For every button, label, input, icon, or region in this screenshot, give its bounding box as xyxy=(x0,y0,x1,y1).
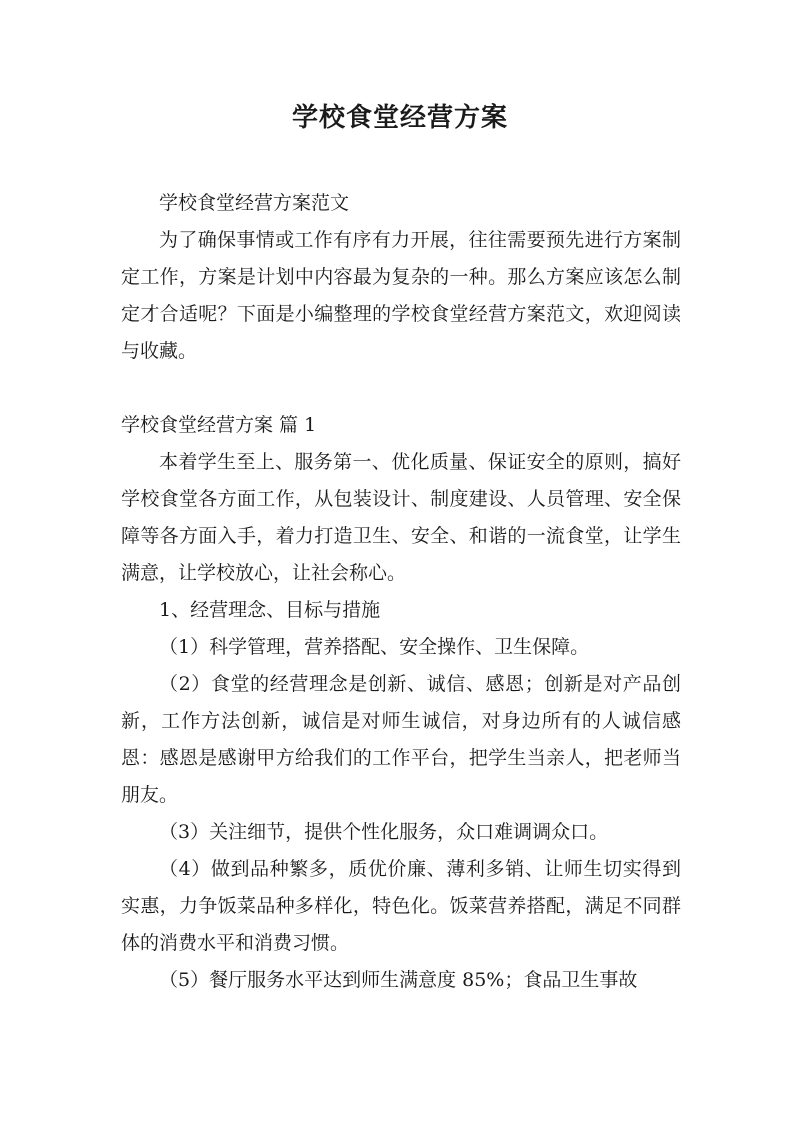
list-item-2: （2）食堂的经营理念是创新、诚信、感恩；创新是对产品创新，工作方法创新，诚信是对师生诚信，对身边所有的人诚信感恩：感恩是感谢甲方给我们的工作平台，把学生当亲人，把老师当朋友。 xyxy=(121,673,681,806)
paragraph-principle: 本着学生至上、服务第一、优化质量、保证安全的原则，搞好学校食堂各方面工作，从包装设计、制度建设、人员管理、安全保障等各方面入手，着力打造卫生、安全、和谐的一流食堂，让学生满意，让学校放心，让社会称心。 xyxy=(121,451,681,584)
list-item-1: （1）科学管理，营养搭配、安全操作、卫生保障。 xyxy=(159,636,590,658)
list-item-4: （4）做到品种繁多，质优价廉、薄利多销、让师生切实得到实惠，力争饭菜品种多样化，特色化。饭菜营养搭配，满足不同群体的消费水平和消费习惯。 xyxy=(121,858,681,954)
list-item-5: （5）餐厅服务水平达到师生满意度 85%；食品卫生事故 xyxy=(159,969,638,991)
document-body xyxy=(121,185,681,999)
paragraph-subtitle: 学校食堂经营方案范文 xyxy=(159,192,350,214)
blank-line xyxy=(121,370,681,407)
list-item-3: （3）关注细节，提供个性化服务，众口难调调众口。 xyxy=(159,821,609,843)
document-title: 学校食堂经营方案 xyxy=(291,103,508,133)
section-heading: 学校食堂经营方案 篇 1 xyxy=(121,414,317,436)
subsection-heading: 1、经营理念、目标与措施 xyxy=(159,599,381,621)
paragraph-intro: 为了确保事情或工作有序有力开展，往往需要预先进行方案制定工作，方案是计划中内容最为复杂的一种。那么方案应该怎么制定才合适呢？下面是小编整理的学校食堂经营方案范文，欢迎阅读与收藏。 xyxy=(121,229,681,362)
